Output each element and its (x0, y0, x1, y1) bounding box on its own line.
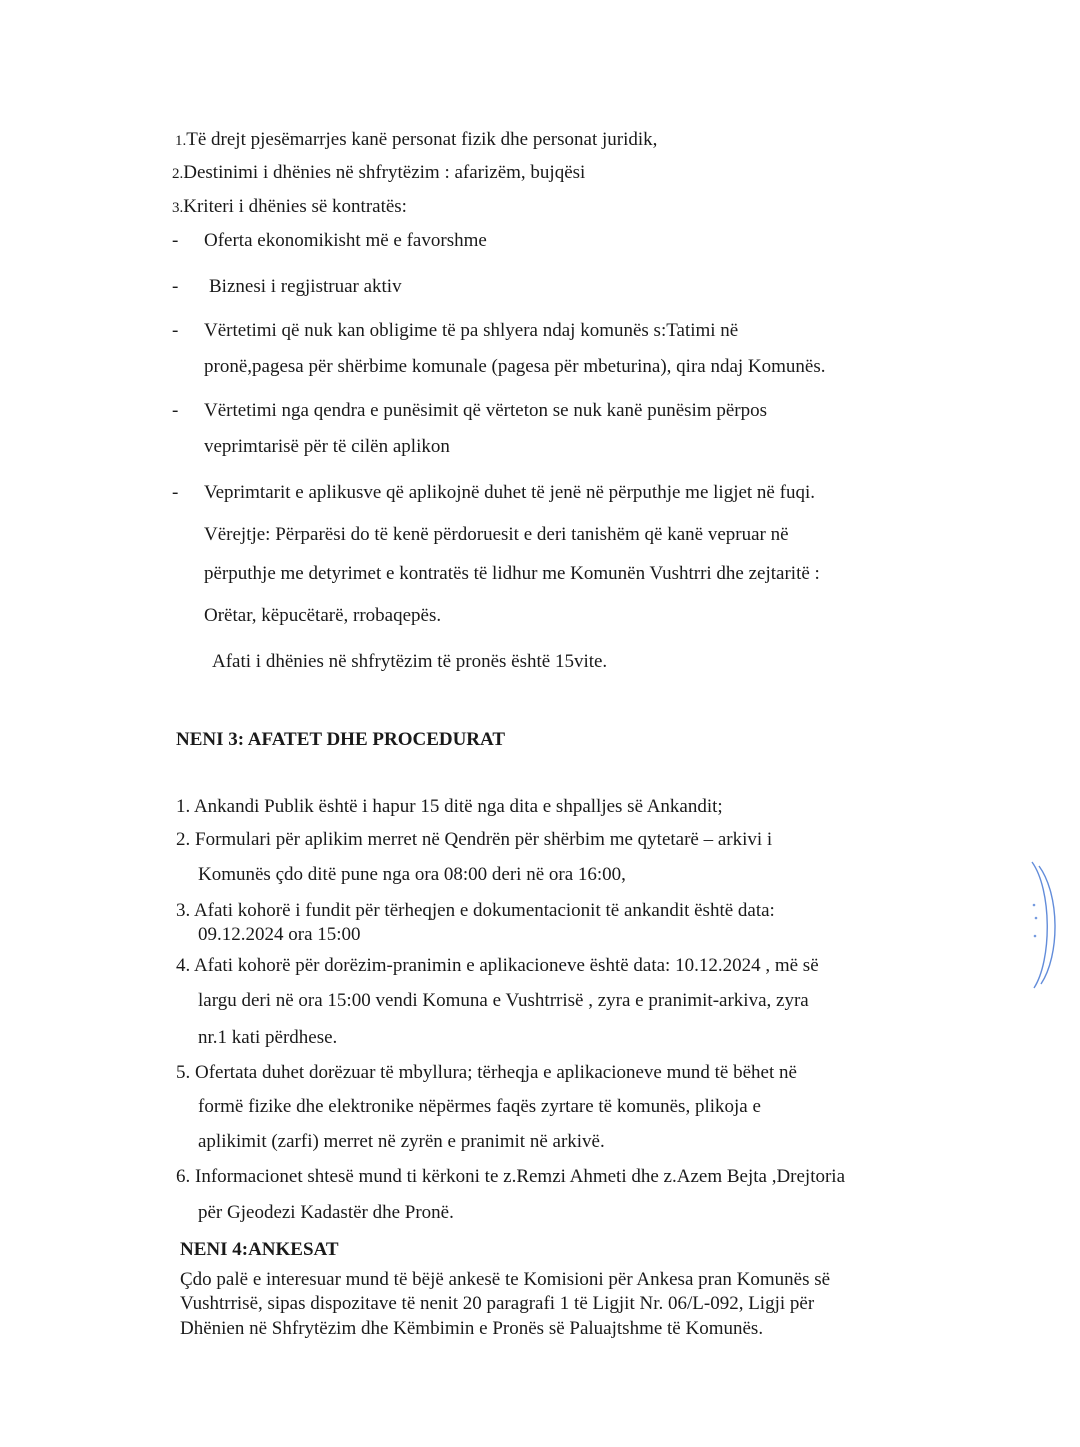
item-number: 2. (176, 829, 191, 850)
procedure-item-4-cont: nr.1 kati përdhese. (198, 1027, 338, 1048)
criteria-item-1 (175, 129, 657, 152)
procedure-item-3-cont: 09.12.2024 ora 15:00 (198, 924, 361, 945)
item-text: Afati kohorë i fundit për tërheqjen e dokumentacionit të ankandit është data: (193, 900, 775, 921)
item-text: Të drejt pjesëmarrjes kanë personat fizik dhe personat juridik, (186, 129, 658, 150)
procedure-item-5 (176, 1062, 797, 1084)
term-line: Afati i dhënies në shfrytëzim të pronës është 15vite. (212, 651, 608, 672)
item-number: 1. (175, 133, 187, 149)
item-number: 3. (176, 900, 191, 921)
item-text: Destinimi i dhënies në shfrytëzim : afarizëm, bujqësi (183, 162, 586, 183)
note-line: përputhje me detyrimet e kontratës të lidhur me Komunën Vushtrri dhe zejtaritë : (204, 563, 820, 584)
procedure-item-2 (176, 829, 772, 851)
procedure-item-6-cont: për Gjeodezi Kadastër dhe Pronë. (198, 1202, 454, 1223)
procedure-item-3 (176, 900, 775, 922)
item-number: 2. (172, 166, 184, 182)
criteria-item-3 (172, 196, 407, 219)
note-line: Orëtar, këpucëtarë, rrobaqepës. (204, 605, 442, 626)
procedure-item-5-cont: aplikimit (zarfi) merret në zyrën e pranimit në arkivë. (198, 1131, 605, 1152)
bullet-dash: - (172, 230, 179, 251)
section-3-heading: NENI 3: AFATET DHE PROCEDURAT (176, 729, 506, 750)
criteria-item-2 (172, 162, 585, 185)
item-number: 5. (176, 1062, 191, 1083)
procedure-item-6 (176, 1166, 845, 1188)
bullet-dash: - (172, 320, 179, 341)
bullet-line: Veprimtarit e aplikusve që aplikojnë duhet të jenë në përputhje me ligjet në fuqi. (204, 482, 815, 503)
stamp-mark (1022, 860, 1062, 990)
bullet-line: veprimtarisë për të cilën aplikon (204, 436, 450, 457)
procedure-item-5-cont: formë fizike dhe elektronike nëpërmes faqës zyrtare të komunës, plikoja e (198, 1096, 761, 1117)
bullet-line: pronë,pagesa për shërbime komunale (pagesa për mbeturina), qira ndaj Komunës. (204, 356, 826, 377)
item-text: Ofertata duhet dorëzuar të mbyllura; tërheqja e aplikacioneve mund të bëhet në (195, 1062, 797, 1083)
bullet-line: Vërtetimi që nuk kan obligime të pa shlyera ndaj komunës s:Tatimi në (204, 320, 739, 341)
bullet-line: Biznesi i regjistruar aktiv (209, 276, 402, 297)
bullet-dash: - (172, 482, 179, 503)
item-number: 4. (176, 955, 191, 976)
procedure-item-4 (176, 955, 819, 977)
item-number: 1. (176, 796, 191, 817)
complaint-line: Vushtrrisë, sipas dispozitave të nenit 20 paragrafi 1 të Ligjit Nr. 06/L-092, Ligji për (180, 1293, 815, 1314)
item-text: Kriteri i dhënies së kontratës: (183, 196, 407, 217)
item-text: Ankandi Publik është i hapur 15 ditë nga dita e shpalljes së Ankandit; (193, 796, 723, 817)
procedure-item-2-cont: Komunës çdo ditë pune nga ora 08:00 deri në ora 16:00, (198, 864, 626, 885)
bullet-dash: - (172, 276, 179, 297)
item-text: Formulari për aplikim merret në Qendrën për shërbim me qytetarë – arkivi i (195, 829, 773, 850)
bullet-line: Oferta ekonomikisht më e favorshme (204, 230, 487, 251)
item-number: 6. (176, 1166, 191, 1187)
bullet-line: Vërtetimi nga qendra e punësimit që vërteton se nuk kanë punësim përpos (204, 400, 767, 421)
item-text: Afati kohorë për dorëzim-pranimin e aplikacioneve është data: 10.12.2024 , më së (193, 955, 819, 976)
procedure-item-1 (176, 796, 723, 818)
item-text: Informacionet shtesë mund ti kërkoni te z.Remzi Ahmeti dhe z.Azem Bejta ,Drejtoria (195, 1166, 846, 1187)
procedure-item-4-cont: largu deri në ora 15:00 vendi Komuna e Vushtrrisë , zyra e pranimit-arkiva, zyra (198, 990, 809, 1011)
item-number: 3. (172, 200, 184, 216)
complaint-line: Dhënien në Shfrytëzim dhe Këmbimin e Pronës së Paluajtshme të Komunës. (180, 1318, 764, 1339)
complaint-line: Çdo palë e interesuar mund të bëjë ankesë te Komisioni për Ankesa pran Komunës së (180, 1269, 831, 1290)
bullet-dash: - (172, 400, 179, 421)
note-line: Vërejtje: Përparësi do të kenë përdoruesit e deri tanishëm që kanë vepruar në (204, 524, 789, 545)
section-4-heading: NENI 4:ANKESAT (180, 1239, 339, 1260)
